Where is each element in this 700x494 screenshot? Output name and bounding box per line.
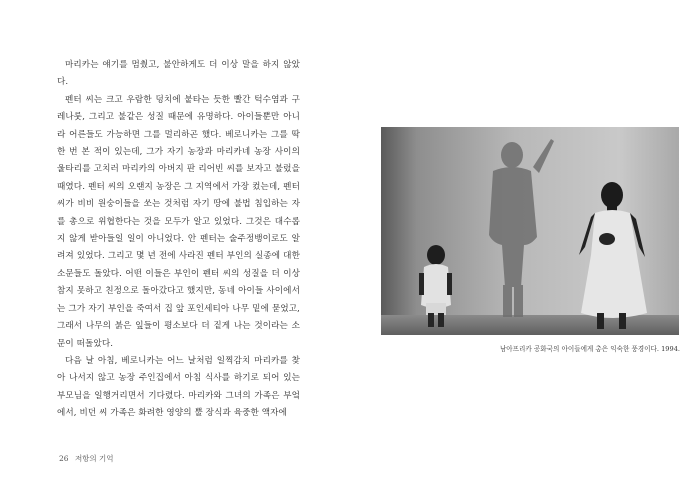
photo-illustration bbox=[381, 127, 679, 335]
paragraph: 마리카는 얘기를 멈췄고, 불안하게도 더 이상 말을 하지 않았다. bbox=[57, 60, 300, 88]
page-footer bbox=[59, 453, 114, 464]
ground bbox=[381, 315, 679, 335]
photo-caption: 남아프리카 공화국의 아이들에게 총은 익숙한 풍경이다. 1994. bbox=[499, 345, 680, 353]
paragraph: 다음 날 아침, 베로니카는 어느 날처럼 일찍감치 마리카를 찾아 나서지 않고 농장 주인집에서 아침 식사를 하기로 되어 있는 부모님을 일행거리면서 기다렸다. 마리카와 그녀의 가족은 부엌에서, 비던 씨 가족은 화려한 영양의 뿔 장식과 육중한 액자에 bbox=[57, 355, 300, 419]
body-text bbox=[57, 57, 300, 423]
running-title: 저항의 기억 bbox=[74, 454, 114, 463]
photograph bbox=[381, 127, 679, 335]
paragraph: 펜터 씨는 크고 우람한 덩치에 붙타는 듯한 빨간 턱수염과 구레나룻, 그리고 불같은 성질 때문에 유명하다. 아이들뿐만 아니라 어른들도 가능하면 그를 멀리하곤 했다. 베로니카는 그를 딱 한 번 본 적이 있는데, 그가 자기 농장과 마리카네 농장 사이의 울타리를 고치러 마리카의 아버지 판 리어빈 씨를 보자고 불렀을 때였다. 펜터 씨의 오랜지 농장은 그 지역에서 가장 컸는데, 펜터 씨가 비비 원숭이들을 쏘는 것처럼 자기 땅에 불법 침입하는 자를 총으로 위협한다는 것을 모두가 알고 있었다. 그것은 대수롭지 않게 받아들일 일이 아니었다. 안 펜터는 술주정뱅이로도 알려져 있었다. 그리고 몇 년 전에 사라진 펜터 부인의 실종에 대한 소문들도 돌았다. 어떤 이들은 부인이 펜터 씨의 성질을 더 이상 참지 못하고 친정으로 돌아갔다고 했지만, 동네 아이들 사이에서는 그가 자기 부인을 죽여서 집 앞 포인세티아 나무 밑에 묻었고, 그래서 나무의 붉은 잎들이 평소보다 더 짙게 나는 것이라는 소문이 떠돌았다. bbox=[57, 94, 300, 349]
page-number: 26 bbox=[59, 454, 69, 463]
